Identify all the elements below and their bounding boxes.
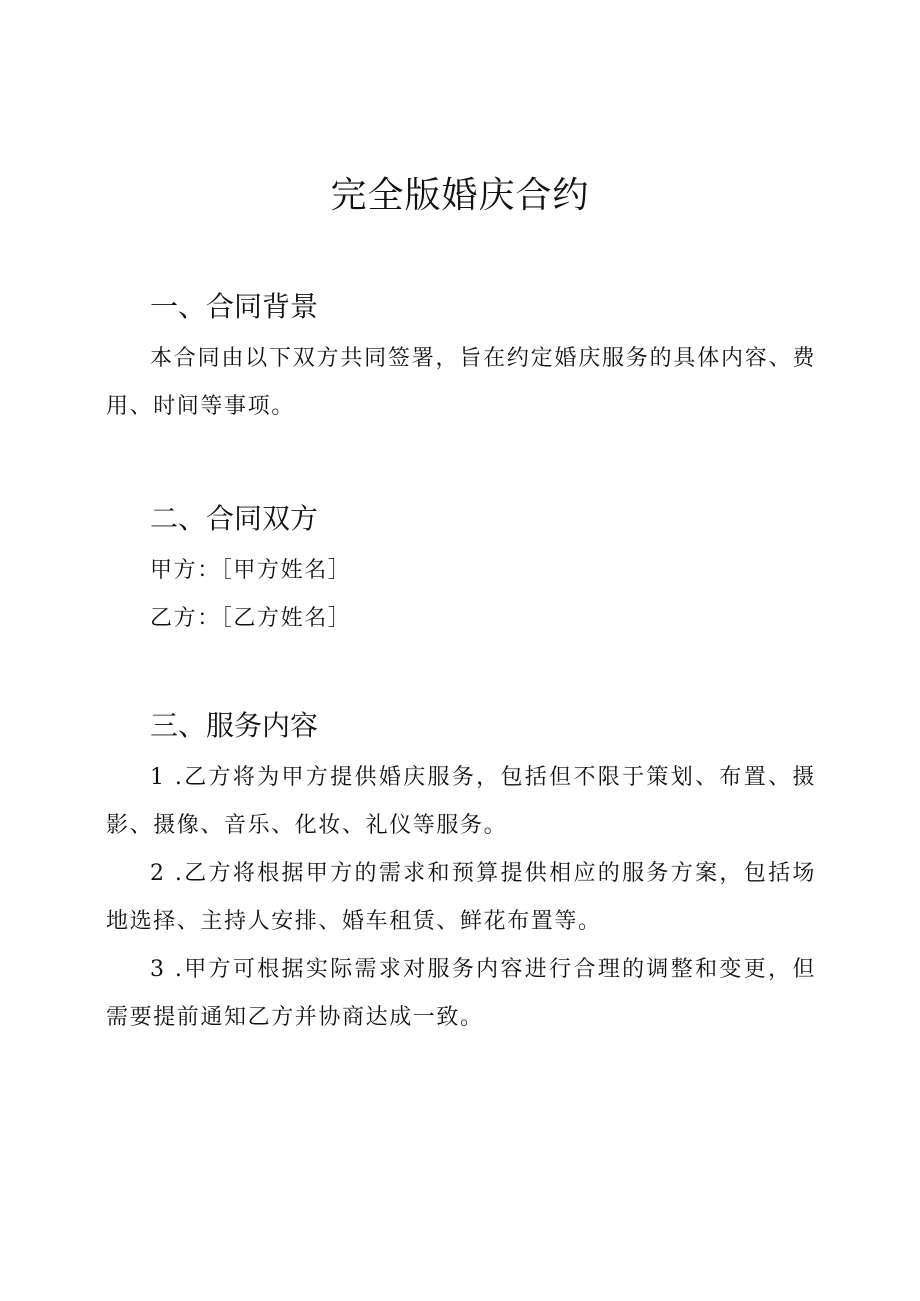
- party-b-line: 乙方：［乙方姓名］: [150, 606, 352, 631]
- section-contract-background: [106, 287, 816, 431]
- section-heading: 三、服务内容: [150, 709, 319, 742]
- section-heading: 二、合同双方: [150, 502, 319, 535]
- paragraph: 本合同由以下双方共同签署，旨在约定婚庆服务的具体内容、费用、时间等事项。: [106, 346, 816, 419]
- section-service-content: [106, 706, 816, 1042]
- party-a-line: 甲方：［甲方姓名］: [150, 558, 352, 583]
- service-item-2: 2 .乙方将根据甲方的需求和预算提供相应的服务方案，包括场地选择、主持人安排、婚车租赁、鲜花布置等。: [106, 861, 816, 934]
- section-heading: 一、合同背景: [150, 290, 319, 323]
- section-contract-parties: [106, 499, 816, 643]
- document-title: 完全版婚庆合约: [330, 175, 590, 216]
- service-item-3: 3 .甲方可根据实际需求对服务内容进行合理的调整和变更，但需要提前通知乙方并协商达成一致。: [106, 957, 816, 1030]
- service-item-1: 1 .乙方将为甲方提供婚庆服务，包括但不限于策划、布置、摄影、摄像、音乐、化妆、礼仪等服务。: [106, 765, 816, 838]
